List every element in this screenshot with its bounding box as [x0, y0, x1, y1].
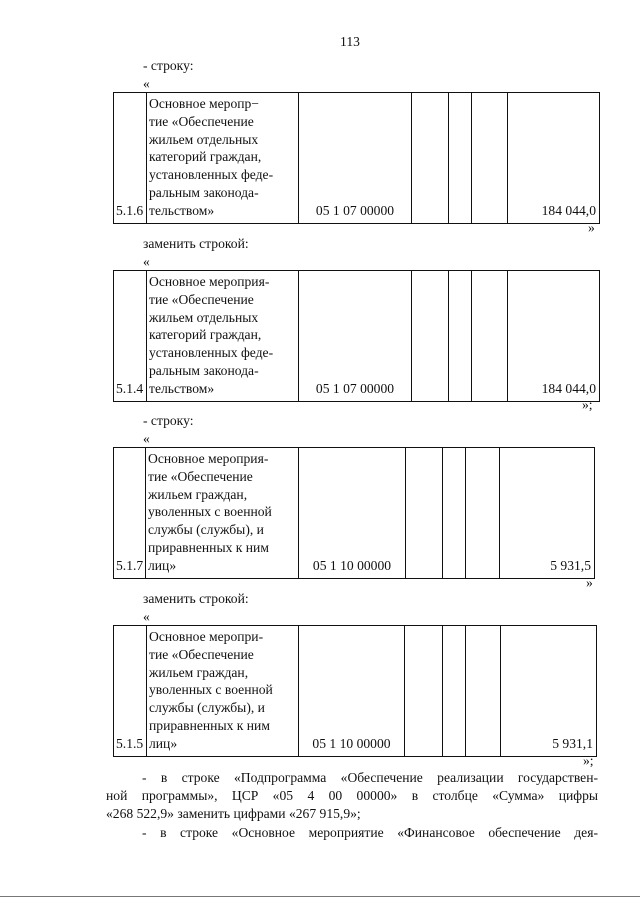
row-name-line: службы (службы), и — [149, 700, 265, 716]
row-name-line: уволенных с военной — [149, 682, 273, 698]
body-paragraph — [106, 824, 598, 842]
row-name-line: категорий граждан, — [149, 327, 262, 343]
row-name-line: жильем отдельных — [149, 131, 259, 147]
row-number: 5.1.4 — [114, 271, 147, 402]
row-name — [147, 93, 299, 224]
row-number: 5.1.6 — [114, 93, 147, 224]
page-edge-rule — [0, 896, 640, 897]
row-name — [146, 448, 299, 579]
page-number: 113 — [340, 34, 360, 49]
row-name-line: тельством» — [149, 380, 215, 396]
intro-text: заменить строкой: — [143, 591, 249, 606]
row-sum: 5 931,5 — [500, 448, 595, 579]
row-name-line: установленных феде- — [149, 345, 274, 361]
row-name-line: тие «Обеспечение — [149, 113, 254, 129]
row-empty-cell — [405, 626, 443, 757]
row-empty-cell — [472, 93, 508, 224]
row-name-line: жильем граждан, — [149, 664, 249, 680]
row-empty-cell — [449, 93, 472, 224]
table-row — [113, 625, 597, 757]
row-empty-cell — [443, 448, 466, 579]
row-number: 5.1.5 — [114, 626, 147, 757]
row-sum: 184 044,0 — [508, 271, 600, 402]
table-row — [113, 92, 600, 224]
open-quote: « — [143, 609, 150, 624]
paragraph-line: - в строке «Подпрограмма «Обеспечение реализации государствен- — [142, 770, 598, 785]
row-name-line: Основное мероприя- — [149, 274, 270, 289]
body-paragraph — [106, 769, 598, 822]
row-csr-code: 05 1 10 00000 — [299, 448, 406, 579]
row-number: 5.1.7 — [114, 448, 146, 579]
row-empty-cell — [443, 626, 466, 757]
intro-text: - строку: — [143, 58, 194, 73]
row-sum: 5 931,1 — [501, 626, 597, 757]
row-name-line: службы (службы), и — [148, 522, 264, 538]
row-name-line: ральным законода- — [149, 362, 259, 378]
row-name-line: категорий граждан, — [149, 149, 262, 165]
row-name-line: приравненных к ним — [149, 717, 270, 733]
row-name — [147, 271, 299, 402]
row-name-line: жильем граждан, — [148, 486, 248, 502]
row-empty-cell — [449, 271, 472, 402]
row-name-line: установленных феде- — [149, 167, 274, 183]
paragraph-line: - в строке «Основное мероприятие «Финансовое обеспечение дея- — [142, 825, 598, 840]
row-empty-cell — [406, 448, 443, 579]
row-name-line: лиц» — [149, 735, 178, 751]
paragraph-line: «268 522,9» заменить цифрами «267 915,9»; — [106, 805, 361, 821]
open-quote: « — [143, 431, 150, 446]
intro-text: заменить строкой: — [143, 236, 249, 251]
paragraph-line: ной программы», ЦСР «05 4 00 00000» в столбце «Сумма» цифры — [106, 787, 598, 803]
row-name-line: Основное меропри- — [149, 629, 264, 644]
open-quote: « — [143, 76, 150, 91]
row-empty-cell — [472, 271, 508, 402]
row-name-line: приравненных к ним — [148, 539, 269, 555]
close-quote: » — [588, 220, 595, 235]
row-name-line: тие «Обеспечение — [148, 468, 253, 484]
row-name-line: тие «Обеспечение — [149, 646, 254, 662]
close-quote: »; — [583, 753, 594, 768]
open-quote: « — [143, 254, 150, 269]
row-empty-cell — [466, 448, 500, 579]
row-name — [147, 626, 299, 757]
row-csr-code: 05 1 07 00000 — [299, 93, 412, 224]
row-name-line: Основное меропр− — [149, 96, 259, 111]
row-name-line: жильем отдельных — [149, 309, 259, 325]
row-name-line: ральным законода- — [149, 184, 259, 200]
row-empty-cell — [466, 626, 501, 757]
row-name-line: тельством» — [149, 202, 215, 218]
close-quote: »; — [582, 397, 593, 412]
row-empty-cell — [412, 271, 449, 402]
row-name-line: Основное мероприя- — [148, 451, 269, 466]
table-row — [113, 270, 600, 402]
row-csr-code: 05 1 07 00000 — [299, 271, 412, 402]
close-quote: » — [586, 575, 593, 590]
row-sum: 184 044,0 — [508, 93, 600, 224]
row-csr-code: 05 1 10 00000 — [299, 626, 405, 757]
intro-text: - строку: — [143, 413, 194, 428]
row-name-line: уволенных с военной — [148, 504, 272, 520]
row-name-line: лиц» — [148, 557, 177, 573]
row-empty-cell — [412, 93, 449, 224]
row-name-line: тие «Обеспечение — [149, 291, 254, 307]
table-row — [113, 447, 595, 579]
